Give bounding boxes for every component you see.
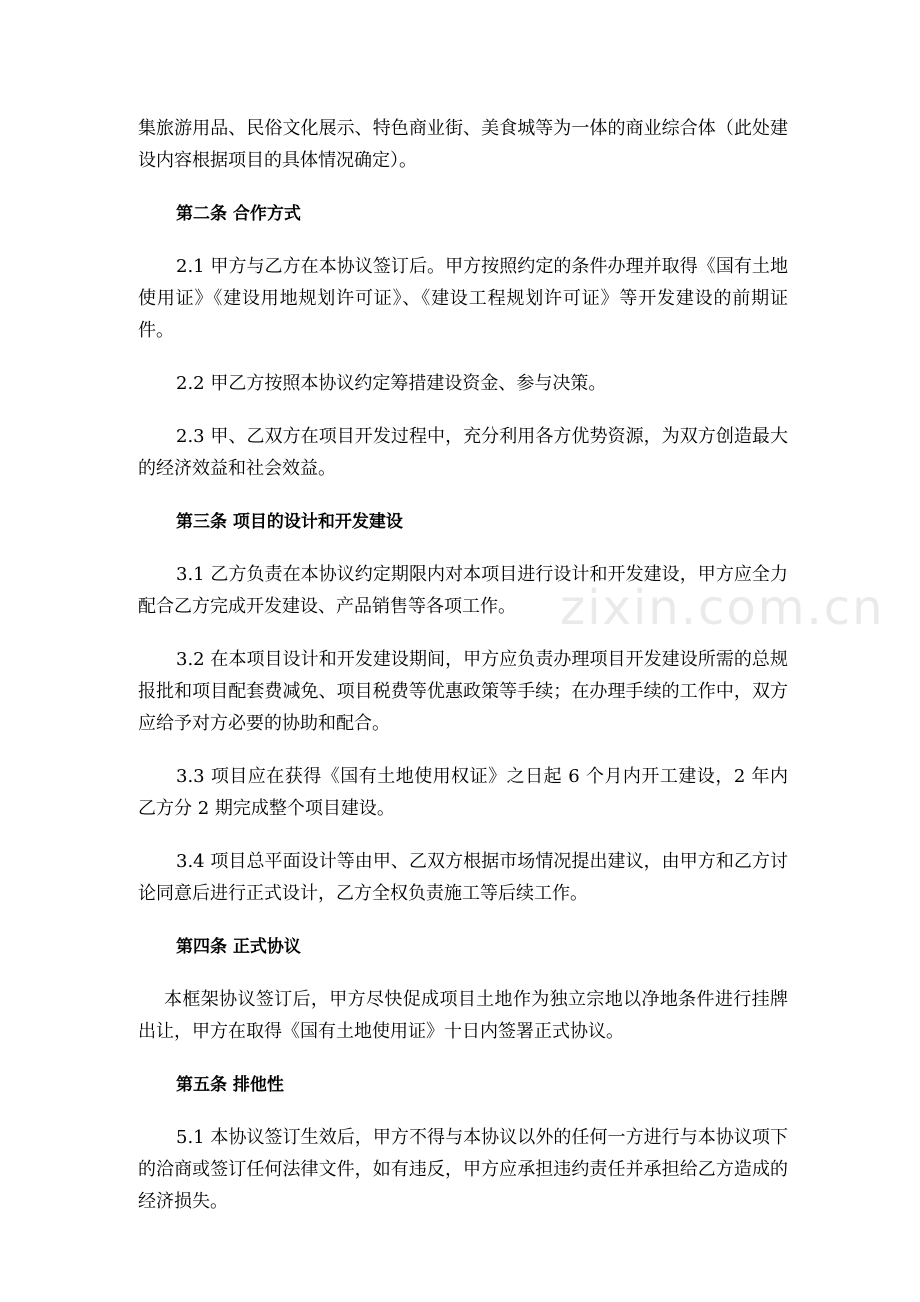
article-4-heading: 第四条 正式协议 (176, 937, 301, 957)
article-3-heading: 第三条 项目的设计和开发建设 (176, 512, 403, 532)
article-4-body: 本框架协议签订后，甲方尽快促成项目土地作为独立宗地以净地条件进行挂牌出让，甲方在取得《国有土地使用证》十日内签署正式协议。 (138, 989, 788, 1042)
clause-2-3: 2.3 甲、乙双方在项目开发过程中，充分利用各方优势资源，为双方创造最大的经济效益和社会效益。 (138, 426, 788, 479)
clause-3-4: 3.4 项目总平面设计等由甲、乙双方根据市场情况提出建议，由甲方和乙方讨论同意后进行正式设计，乙方全权负责施工等后续工作。 (138, 851, 788, 904)
clause-2-1: 2.1 甲方与乙方在本协议签订后。甲方按照约定的条件办理并取得《国有土地使用证》《建设用地规划许可证》、《建设工程规划许可证》等开发建设的前期证件。 (138, 256, 788, 341)
clause-3-2: 3.2 在本项目设计和开发建设期间，甲方应负责办理项目开发建设所需的总规报批和项目配套费减免、项目税费等优惠政策等手续；在办理手续的工作中，双方应给予对方必要的协助和配合。 (138, 649, 788, 734)
article-2-heading: 第二条 合作方式 (176, 204, 301, 224)
paragraph-intro-continuation: 集旅游用品、民俗文化展示、特色商业街、美食城等为一体的商业综合体（此处建设内容根据项目的具体情况确定）。 (138, 118, 788, 171)
clause-2-2: 2.2 甲乙方按照本协议约定筹措建设资金、参与决策。 (176, 373, 607, 394)
clause-3-1: 3.1 乙方负责在本协议约定期限内对本项目进行设计和开发建设，甲方应全力配合乙方完成开发建设、产品销售等各项工作。 (138, 564, 788, 617)
clause-3-3: 3.3 项目应在获得《国有土地使用权证》之日起 6 个月内开工建设，2 年内乙方分 2 期完成整个项目建设。 (138, 766, 788, 819)
watermark-text: zixin.com.cn (560, 580, 885, 636)
article-5-heading: 第五条 排他性 (176, 1075, 284, 1095)
clause-5-1: 5.1 本协议签订生效后，甲方不得与本协议以外的任何一方进行与本协议项下的洽商或签订任何法律文件，如有违反，甲方应承担违约责任并承担给乙方造成的经济损失。 (138, 1127, 788, 1212)
document-body (138, 113, 788, 1239)
